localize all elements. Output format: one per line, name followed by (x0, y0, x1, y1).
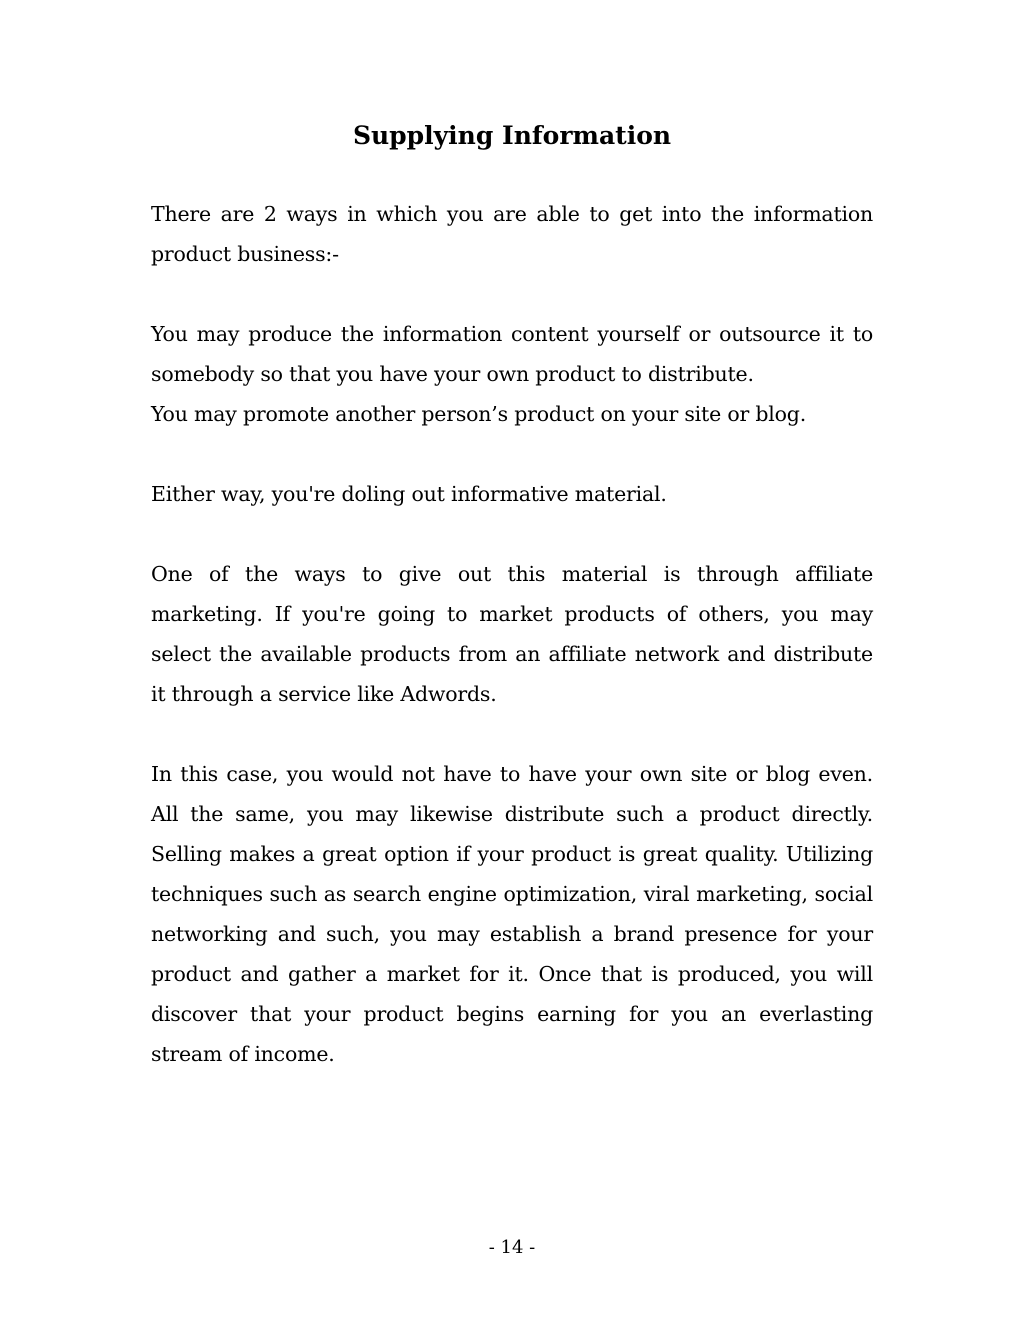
option-produce-content: You may produce the information content yourself or outsource it to somebody so that you have your own product to distribute. (151, 322, 873, 386)
paragraph-options (151, 314, 873, 434)
page-number: - 14 - (488, 1237, 536, 1258)
paragraph-affiliate-marketing: One of the ways to give out this material is through affiliate marketing. If you're going to market products of others, you may select the available products from an affiliate network and distribute it through a service like Adwords. (151, 562, 873, 706)
paragraph-either-way: Either way, you're doling out informative material. (151, 482, 667, 506)
option-promote-product: You may promote another person’s product on your site or blog. (151, 402, 807, 426)
paragraph-direct-distribution: In this case, you would not have to have your own site or blog even. All the same, you may likewise distribute such a product directly. Selling makes a great option if your product is great quality. Utilizing techniques such as search engine optimization, viral marketing, social networking and such, you may establish a brand presence for your product and gather a market for it. Once that is produced, you will discover that your product begins earning for you an everlasting stream of income. (151, 762, 873, 1066)
body-text (151, 194, 873, 1114)
page-title: Supplying Information (352, 121, 672, 150)
paragraph-intro: There are 2 ways in which you are able to get into the information product business:- (151, 202, 873, 266)
